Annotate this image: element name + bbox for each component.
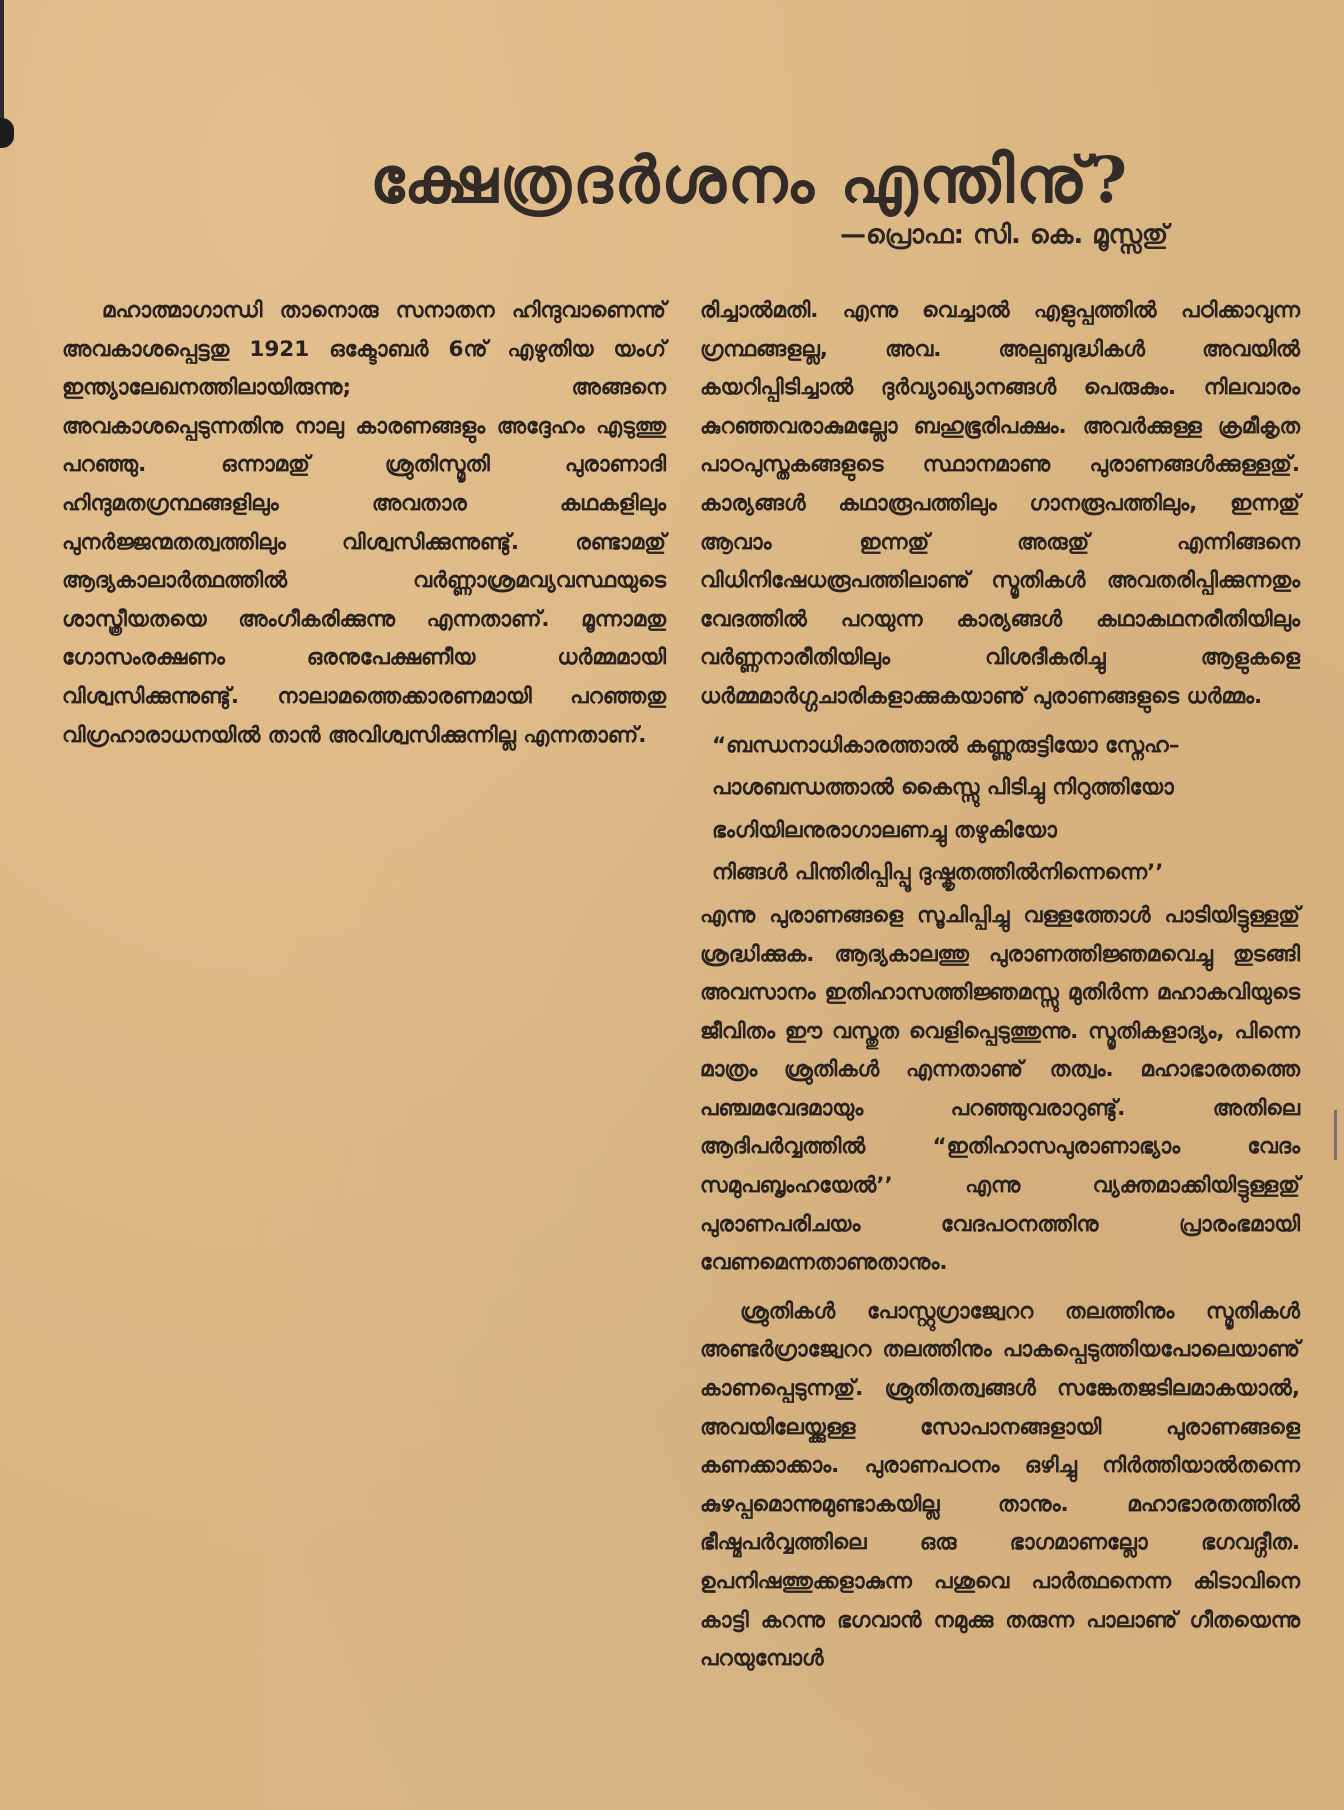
paragraph: എന്നു പുരാണങ്ങളെ സൂചിപ്പിച്ചു വള്ളത്തോൾ പാടിയിട്ടുള്ളതു് ശ്രദ്ധിക്കുക. ആദ്യകാലത്തു പുരാണത്തിജ്ഞമവെച്ചു തുടങ്ങി അവസാനം ഇതിഹാസത്തിജ്ഞമസ്സു മുതിർന്ന മഹാകവിയുടെ ജീവിതം ഈ വസ്തുത വെളിപ്പെടുത്തുന്നു. സ്മൃതികളാദ്യം, പിന്നെ മാത്രം ശ്രുതികൾ എന്നതാണു് തത്വം. മഹാഭാരതത്തെ പഞ്ചമവേദമായും പറഞ്ഞുവരാറുണ്ടു്. അതിലെ ആദിപർവ്വത്തിൽ “ഇതിഹാസപുരാണാഭ്യാം വേദം സമുപബൃംഹയേൽ’’ എന്നു വ്യക്തമാക്കിയിട്ടുള്ളതു് പുരാണപരിചയം വേദപഠനത്തിനു പ്രാരംഭമായി വേണമെന്നതാണുതാനും. (700, 902, 1300, 1276)
right-column (700, 292, 1300, 1689)
verse-line: നിങ്ങൾ പിന്തിരിപ്പിപ്പൂ ദുഷ്കൃതത്തിൽനിന്നെന്നെ’’ (712, 860, 1164, 886)
verse-line: ഭംഗിയിലനുരാഗാലണച്ചു തഴുകിയോ (712, 817, 1057, 843)
article-title: ക്ഷേത്രദർശനം എന്തിനു്? (370, 142, 1130, 218)
paragraph: രിച്ചാൽമതി. എന്നു വെച്ചാൽ എളുപ്പത്തിൽ പഠിക്കാവുന്ന ഗ്രന്ഥങ്ങളല്ല, അവ. അല്പബുദ്ധികൾ അവയിൽ കയറിപ്പിടിച്ചാൽ ദുർവ്യാഖ്യാനങ്ങൾ പെരുകും. നിലവാരം കുറഞ്ഞവരാകുമല്ലോ ബഹുഭൂരിപക്ഷം. അവർക്കുള്ള ക്രമീകൃത പാഠപുസ്തകങ്ങളുടെ സ്ഥാനമാണു പുരാണങ്ങൾക്കുള്ളതു്. കാര്യങ്ങൾ കഥാരൂപത്തിലും ഗാനരൂപത്തിലും, ഇന്നതു് ആവാം ഇന്നതു് അരുതു് എന്നിങ്ങനെ വിധിനിഷേധരൂപത്തിലാണു് സ്മൃതികൾ അവതരിപ്പിക്കുന്നതും വേദത്തിൽ പറയുന്ന കാര്യങ്ങൾ കഥാകഥനരീതിയിലും വർണ്ണനാരീതിയിലും വിശദീകരിച്ചു ആളുകളെ ധർമ്മമാർഗ്ഗചാരികളാക്കുകയാണു് പുരാണങ്ങളുടെ ധർമ്മം. (700, 298, 1300, 709)
left-column (62, 292, 666, 765)
verse-block (700, 727, 1300, 893)
pen-mark (1334, 1110, 1337, 1160)
article-byline: —പ്രൊഫ: സി. കെ. മൂസ്സതു് (840, 220, 1169, 250)
verse-line: “ബന്ധനാധികാരത്താൽ കണ്ണുരുട്ടിയോ സ്നേഹ– (712, 732, 1180, 758)
paragraph: മഹാത്മാഗാന്ധി താനൊരു സനാതന ഹിന്ദുവാണെന്നു് അവകാശപ്പെട്ടതു 1921 ഒക്ടോബർ 6നു് എഴുതിയ യംഗ് ഇന്ത്യാലേഖനത്തിലായിരുന്നു; അങ്ങനെ അവകാശപ്പെടുന്നതിനു നാലു കാരണങ്ങളും അദ്ദേഹം എടുത്തു പറഞ്ഞു. ഒന്നാമതു് ശ്രുതിസ്മൃതി പുരാണാദി ഹിന്ദുമതഗ്രന്ഥങ്ങളിലും അവതാര കഥകളിലും പുനർജ്ജന്മതത്വത്തിലും വിശ്വസിക്കുന്നുണ്ടു്. രണ്ടാമതു് ആദ്യകാലാർത്ഥത്തിൽ വർണ്ണാശ്രമവ്യവസ്ഥയുടെ ശാസ്ത്രീയതയെ അംഗീകരിക്കുന്നു എന്നതാണ്. മൂന്നാമതു ഗോസംരക്ഷണം ഒരനുപേക്ഷണീയ ധർമ്മമായി വിശ്വസിക്കുന്നുണ്ടു്. നാലാമത്തെക്കാരണമായി പറഞ്ഞതു വിഗ്രഹാരാധനയിൽ താൻ അവിശ്വസിക്കുന്നില്ല എന്നതാണ്. (62, 298, 666, 748)
paragraph: ശ്രുതികൾ പോസ്റ്റുഗ്രാജ്വേററ തലത്തിനും സ്മൃതികൾ അണ്ടർഗ്രാജ്വേററ തലത്തിനും പാകപ്പെടുത്തിയപോലെയാണു് കാണപ്പെടുന്നതു്. ശ്രുതിതത്വങ്ങൾ സങ്കേതജടിലമാകയാൽ, അവയിലേയ്ക്കുള്ള സോപാനങ്ങളായി പുരാണങ്ങളെ കണക്കാക്കാം. പുരാണപഠനം ഒഴിച്ചു നിർത്തിയാൽതന്നെ കുഴപ്പമൊന്നുമുണ്ടാകയില്ല താനും. മഹാഭാരതത്തിൽ ഭീഷ്മപർവ്വത്തിലെ ഒരു ഭാഗമാണല്ലോ ഭഗവദ്ഗീത. ഉപനിഷത്തുക്കളാകുന്ന പശുവെ പാർത്ഥനെന്ന കിടാവിനെ കാട്ടി കറന്നു ഭഗവാൻ നമുക്കു തരുന്ന പാലാണു് ഗീതയെന്നു പറയുമ്പോൾ (700, 1298, 1300, 1672)
binding-hole (0, 118, 14, 148)
verse-line: പാശബന്ധത്താൽ കൈസ്സു പിടിച്ചു നിറുത്തിയോ (712, 775, 1174, 801)
